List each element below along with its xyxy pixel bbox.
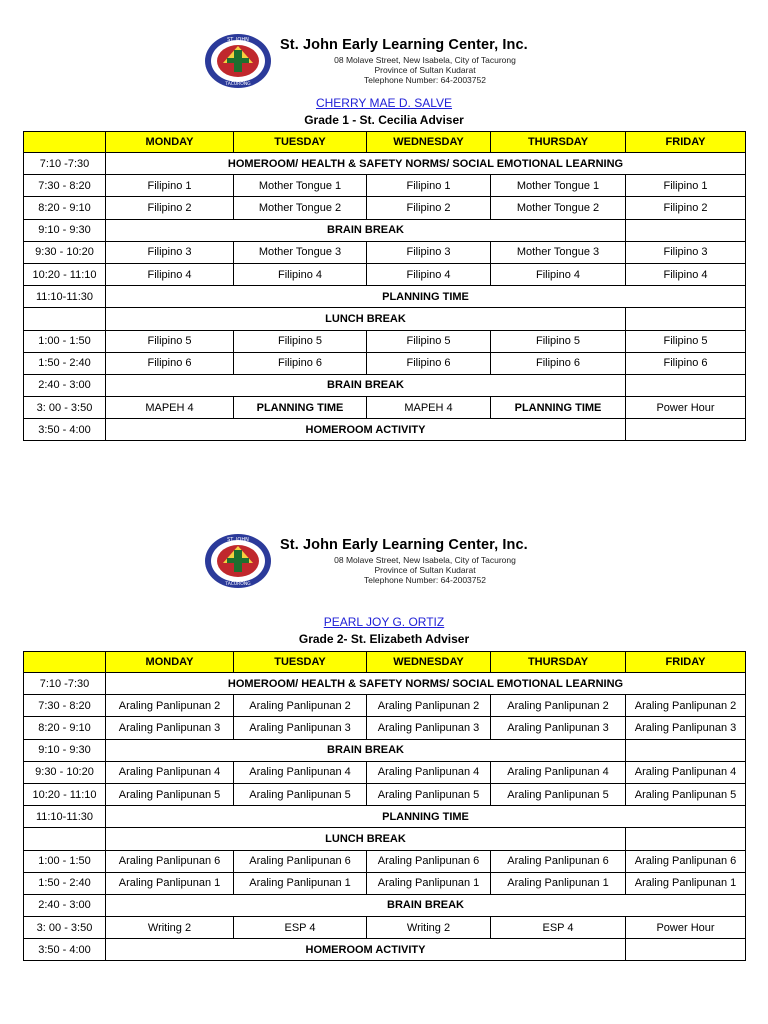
time-slot-cell [24, 308, 106, 330]
subject-cell: Araling Panlipunan 2 [491, 695, 626, 717]
subject-cell: Araling Panlipunan 6 [626, 850, 746, 872]
school-seal-logo [203, 32, 273, 90]
subject-cell: Filipino 5 [367, 330, 491, 352]
time-slot-cell: 3: 00 - 3:50 [24, 397, 106, 419]
time-slot-cell: 1:00 - 1:50 [24, 330, 106, 352]
time-slot-cell: 1:50 - 2:40 [24, 872, 106, 894]
schedule-row [24, 717, 746, 739]
subject-cell: ESP 4 [234, 917, 367, 939]
schedule-row [24, 761, 746, 783]
schedule-row [24, 850, 746, 872]
day-header-wednesday: WEDNESDAY [367, 652, 491, 673]
time-slot-cell: 2:40 - 3:00 [24, 374, 106, 396]
subject-cell: Filipino 3 [626, 241, 746, 263]
teacher-name: PEARL JOY G. ORTIZ [323, 615, 445, 629]
subject-cell: Araling Panlipunan 6 [367, 850, 491, 872]
subject-cell: Filipino 1 [626, 175, 746, 197]
day-header-tuesday: TUESDAY [234, 652, 367, 673]
subject-cell: Filipino 6 [234, 352, 367, 374]
school-address-line1: 08 Molave Street, New Isabela, City of Tacurong [334, 555, 516, 565]
school-name: St. John Early Learning Center, Inc. [280, 37, 528, 53]
subject-cell: Araling Panlipunan 4 [626, 761, 746, 783]
empty-cell [626, 374, 746, 396]
subject-cell: Araling Panlipunan 3 [367, 717, 491, 739]
day-header-tuesday: TUESDAY [234, 132, 367, 153]
time-slot-cell: 9:30 - 10:20 [24, 761, 106, 783]
schedule-table [23, 651, 746, 961]
schedule-row [24, 695, 746, 717]
merged-activity-cell: PLANNING TIME [106, 286, 746, 308]
time-slot-cell: 10:20 - 11:10 [24, 263, 106, 285]
day-header-monday: MONDAY [106, 132, 234, 153]
merged-activity-cell: HOMEROOM/ HEALTH & SAFETY NORMS/ SOCIAL EMOTIONAL LEARNING [106, 673, 746, 695]
time-header-cell [24, 652, 106, 673]
time-slot-cell: 9:10 - 9:30 [24, 739, 106, 761]
subject-cell: Writing 2 [106, 917, 234, 939]
schedule-row [24, 939, 746, 961]
merged-activity-cell: PLANNING TIME [106, 806, 746, 828]
subject-cell: MAPEH 4 [106, 397, 234, 419]
subject-cell: Mother Tongue 3 [234, 241, 367, 263]
time-slot-cell: 7:10 -7:30 [24, 673, 106, 695]
schedule-row [24, 153, 746, 175]
schedule-row [24, 917, 746, 939]
day-header-row [24, 652, 746, 673]
subject-cell: Filipino 5 [234, 330, 367, 352]
subject-cell: Filipino 4 [234, 263, 367, 285]
subject-cell: Filipino 3 [106, 241, 234, 263]
subject-cell: Filipino 6 [626, 352, 746, 374]
time-header-cell [24, 132, 106, 153]
subject-cell: Araling Panlipunan 5 [106, 783, 234, 805]
subject-cell: Araling Panlipunan 4 [367, 761, 491, 783]
day-header-row [24, 132, 746, 153]
time-slot-cell: 7:30 - 8:20 [24, 695, 106, 717]
schedule-row [24, 828, 746, 850]
subject-cell: Filipino 5 [626, 330, 746, 352]
subject-cell: PLANNING TIME [491, 397, 626, 419]
merged-activity-cell: HOMEROOM ACTIVITY [106, 419, 626, 441]
merged-activity-cell: LUNCH BREAK [106, 828, 626, 850]
day-header-thursday: THURSDAY [491, 652, 626, 673]
grade-adviser-title: Grade 1 - St. Cecilia Adviser [304, 113, 464, 127]
schedule-row [24, 308, 746, 330]
subject-cell: Araling Panlipunan 1 [234, 872, 367, 894]
subject-cell: Filipino 4 [491, 263, 626, 285]
day-header-wednesday: WEDNESDAY [367, 132, 491, 153]
subject-cell: Filipino 5 [491, 330, 626, 352]
time-slot-cell: 8:20 - 9:10 [24, 717, 106, 739]
school-address-line1: 08 Molave Street, New Isabela, City of Tacurong [334, 55, 516, 65]
time-slot-cell: 2:40 - 3:00 [24, 894, 106, 916]
svg-text:TACURONG: TACURONG [225, 582, 251, 587]
subject-cell: PLANNING TIME [234, 397, 367, 419]
subject-cell: Filipino 4 [626, 263, 746, 285]
subject-cell: Mother Tongue 2 [234, 197, 367, 219]
empty-cell [626, 308, 746, 330]
school-address-line2: Province of Sultan Kudarat [374, 565, 476, 575]
schedule-row [24, 894, 746, 916]
merged-activity-cell: BRAIN BREAK [106, 894, 746, 916]
schedule-row [24, 872, 746, 894]
subject-cell: Filipino 6 [491, 352, 626, 374]
subject-cell: Araling Panlipunan 6 [491, 850, 626, 872]
subject-cell: Araling Panlipunan 1 [626, 872, 746, 894]
subject-cell: Araling Panlipunan 2 [234, 695, 367, 717]
subject-cell: Araling Panlipunan 5 [367, 783, 491, 805]
subject-cell: MAPEH 4 [367, 397, 491, 419]
subject-cell: Mother Tongue 2 [491, 197, 626, 219]
time-slot-cell [24, 828, 106, 850]
merged-activity-cell: BRAIN BREAK [106, 219, 626, 241]
schedule-row [24, 419, 746, 441]
subject-cell: Mother Tongue 1 [234, 175, 367, 197]
subject-cell: Filipino 3 [367, 241, 491, 263]
subject-cell: Power Hour [626, 397, 746, 419]
empty-cell [626, 739, 746, 761]
subject-cell: Mother Tongue 3 [491, 241, 626, 263]
empty-cell [626, 939, 746, 961]
subject-cell: Araling Panlipunan 3 [234, 717, 367, 739]
schedule-table [23, 131, 746, 441]
time-slot-cell: 10:20 - 11:10 [24, 783, 106, 805]
subject-cell: Araling Panlipunan 4 [491, 761, 626, 783]
subject-cell: Filipino 2 [367, 197, 491, 219]
schedule-row [24, 175, 746, 197]
schedule-row [24, 374, 746, 396]
schedule-row [24, 197, 746, 219]
time-slot-cell: 9:30 - 10:20 [24, 241, 106, 263]
subject-cell: Filipino 4 [106, 263, 234, 285]
svg-text:ST. JOHN: ST. JOHN [227, 37, 249, 43]
subject-cell: Araling Panlipunan 3 [106, 717, 234, 739]
subject-cell: Araling Panlipunan 4 [106, 761, 234, 783]
subject-cell: Filipino 6 [106, 352, 234, 374]
subject-cell: Filipino 5 [106, 330, 234, 352]
time-slot-cell: 7:30 - 8:20 [24, 175, 106, 197]
subject-cell: Araling Panlipunan 1 [367, 872, 491, 894]
schedule-row [24, 219, 746, 241]
schedule-section-2 [0, 530, 768, 956]
time-slot-cell: 11:10-11:30 [24, 286, 106, 308]
subject-cell: ESP 4 [491, 917, 626, 939]
merged-activity-cell: HOMEROOM/ HEALTH & SAFETY NORMS/ SOCIAL EMOTIONAL LEARNING [106, 153, 746, 175]
subject-cell: Araling Panlipunan 2 [626, 695, 746, 717]
schedule-row [24, 241, 746, 263]
school-seal-logo [203, 532, 273, 590]
svg-text:ST. JOHN: ST. JOHN [227, 537, 249, 543]
teacher-name: CHERRY MAE D. SALVE [315, 96, 453, 110]
subject-cell: Filipino 4 [367, 263, 491, 285]
time-slot-cell: 3:50 - 4:00 [24, 939, 106, 961]
day-header-friday: FRIDAY [626, 132, 746, 153]
day-header-monday: MONDAY [106, 652, 234, 673]
schedule-row [24, 739, 746, 761]
subject-cell: Filipino 1 [106, 175, 234, 197]
svg-text:TACURONG: TACURONG [225, 82, 251, 87]
time-slot-cell: 9:10 - 9:30 [24, 219, 106, 241]
schedule-row [24, 397, 746, 419]
subject-cell: Power Hour [626, 917, 746, 939]
subject-cell: Filipino 1 [367, 175, 491, 197]
subject-cell: Araling Panlipunan 1 [106, 872, 234, 894]
schedule-row [24, 673, 746, 695]
time-slot-cell: 11:10-11:30 [24, 806, 106, 828]
time-slot-cell: 8:20 - 9:10 [24, 197, 106, 219]
schedule-section-1 [0, 30, 768, 436]
subject-cell: Araling Panlipunan 3 [626, 717, 746, 739]
subject-cell: Araling Panlipunan 6 [106, 850, 234, 872]
subject-cell: Filipino 2 [106, 197, 234, 219]
letterhead [0, 30, 768, 94]
empty-cell [626, 219, 746, 241]
subject-cell: Araling Panlipunan 6 [234, 850, 367, 872]
school-phone: Telephone Number: 64-2003752 [364, 75, 486, 85]
merged-activity-cell: BRAIN BREAK [106, 374, 626, 396]
school-phone: Telephone Number: 64-2003752 [364, 575, 486, 585]
schedule-row [24, 783, 746, 805]
time-slot-cell: 1:00 - 1:50 [24, 850, 106, 872]
subject-cell: Filipino 2 [626, 197, 746, 219]
school-name: St. John Early Learning Center, Inc. [280, 537, 528, 553]
grade-adviser-title: Grade 2- St. Elizabeth Adviser [298, 632, 470, 646]
subject-cell: Araling Panlipunan 5 [626, 783, 746, 805]
schedule-row [24, 263, 746, 285]
subject-cell: Araling Panlipunan 4 [234, 761, 367, 783]
subject-cell: Araling Panlipunan 5 [234, 783, 367, 805]
schedule-row [24, 352, 746, 374]
subject-cell: Araling Panlipunan 5 [491, 783, 626, 805]
schedule-row [24, 330, 746, 352]
time-slot-cell: 3: 00 - 3:50 [24, 917, 106, 939]
subject-cell: Araling Panlipunan 1 [491, 872, 626, 894]
merged-activity-cell: BRAIN BREAK [106, 739, 626, 761]
empty-cell [626, 828, 746, 850]
schedule-row [24, 286, 746, 308]
merged-activity-cell: LUNCH BREAK [106, 308, 626, 330]
time-slot-cell: 7:10 -7:30 [24, 153, 106, 175]
day-header-friday: FRIDAY [626, 652, 746, 673]
day-header-thursday: THURSDAY [491, 132, 626, 153]
subject-cell: Filipino 6 [367, 352, 491, 374]
subject-cell: Araling Panlipunan 2 [106, 695, 234, 717]
empty-cell [626, 419, 746, 441]
subject-cell: Mother Tongue 1 [491, 175, 626, 197]
time-slot-cell: 3:50 - 4:00 [24, 419, 106, 441]
time-slot-cell: 1:50 - 2:40 [24, 352, 106, 374]
merged-activity-cell: HOMEROOM ACTIVITY [106, 939, 626, 961]
schedule-row [24, 806, 746, 828]
school-address-line2: Province of Sultan Kudarat [374, 65, 476, 75]
letterhead [0, 530, 768, 594]
subject-cell: Writing 2 [367, 917, 491, 939]
subject-cell: Araling Panlipunan 3 [491, 717, 626, 739]
subject-cell: Araling Panlipunan 2 [367, 695, 491, 717]
